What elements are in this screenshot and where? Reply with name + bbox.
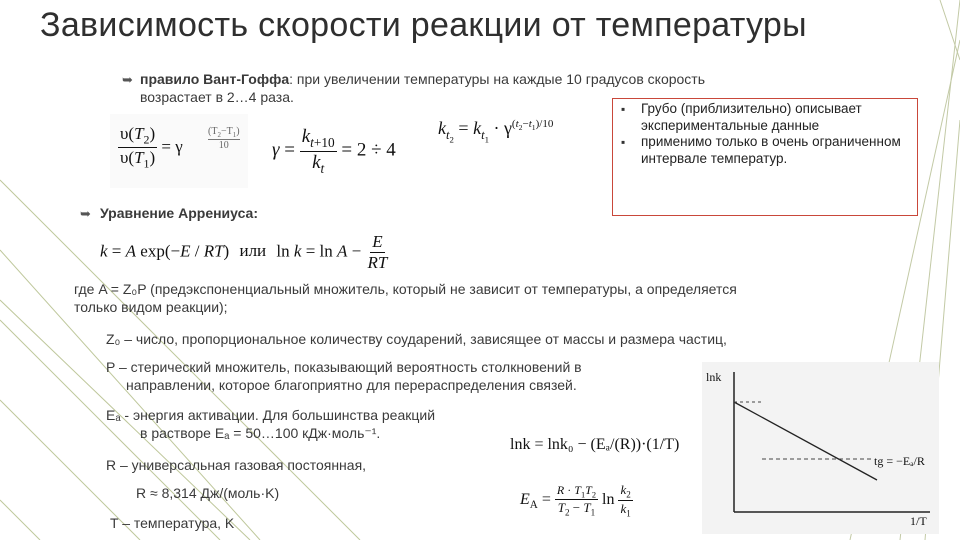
activation-energy-formula: $E_A$ = $\frac{R \cdot T_1T_2}{T_2 - T_1}$ ln $\frac{k_2}{k_1}$	[520, 482, 631, 519]
def-r-value: R ≈ 8,314 Дж/(моль·K)	[136, 485, 280, 501]
k-temperature-formula: $k_{t_2} = k_{t_1} \cdot \gamma^{(t_2-t_1)/10}$	[438, 118, 554, 145]
def-z0: Z₀ – число, пропорциональное количеству соударений, зависящее от массы и размера частиц,	[106, 331, 727, 347]
arrow-bullet-icon: ➥	[122, 72, 133, 87]
graph-y-label: lnk	[706, 370, 722, 384]
note-item-limited: ▪ применимо только в очень ограниченном интервале температур.	[619, 134, 911, 167]
graph-svg	[702, 362, 939, 534]
def-ea	[106, 406, 526, 442]
gamma-formula: γ = $\frac{k_{t+10}}{k_t}$ = 2 ÷ 4	[272, 126, 396, 176]
def-ea-line-2: в растворе Eₐ = 50…100 кДж·моль⁻¹.	[140, 425, 381, 441]
vant-hoff-text-2: возрастает в 2…4 раза.	[140, 89, 294, 105]
vant-hoff-text: : при увеличении температуры на каждые 10 градусов скорость	[289, 71, 706, 87]
where-line-2: только видом реакции);	[74, 299, 228, 315]
def-p-line-1: P – стерический множитель, показывающий вероятность столкновений в	[106, 359, 582, 375]
arrhenius-or: или	[239, 241, 267, 261]
gamma-value: = 2 ÷ 4	[341, 139, 396, 161]
def-p-line-2: направлении, которое благоприятно для перераспределения связей.	[126, 377, 577, 393]
lnk-equation: lnk = lnk₀ − (Eₐ/(R))·(1/T)	[510, 436, 680, 453]
arrhenius-heading	[80, 204, 259, 222]
arrhenius-label: Уравнение Аррениуса:	[100, 205, 259, 221]
def-ea-line-1: Eₐ - энергия активации. Для большинства реакций	[106, 407, 436, 423]
graph-tg-label: tg = −Eₐ/R	[874, 454, 925, 468]
graph-line	[734, 402, 877, 480]
def-t: T – температура, K	[110, 515, 235, 531]
slide-title: Зависимость скорости реакции от температуры	[40, 6, 807, 44]
def-p	[106, 358, 706, 394]
where-text	[74, 280, 934, 316]
lnk-vs-inverse-t-graph	[702, 362, 939, 534]
arrow-bullet-icon: ➥	[80, 206, 91, 221]
graph-x-label: 1/T	[910, 514, 927, 528]
where-line-1: где A = Z₀P (предэкспоненциальный множитель, который не зависит от температуры, а определяется	[74, 281, 737, 297]
vant-hoff-ratio-formula: $\frac{\upsilon(T_2)}{\upsilon(T_1)}$ = γ $(T_2-T_1)$ 10	[110, 114, 248, 188]
def-r: R – универсальная газовая постоянная,	[106, 457, 367, 473]
arrhenius-formula: k = A exp(−E / RT) или ln k = ln A − $\frac{E}{RT}$	[100, 232, 388, 272]
vant-hoff-label: правило Вант-Гоффа	[140, 71, 290, 87]
note-box	[612, 98, 918, 216]
note-item-rough: ▪ Грубо (приблизительно) описывает экспериментальные данные	[619, 101, 911, 134]
